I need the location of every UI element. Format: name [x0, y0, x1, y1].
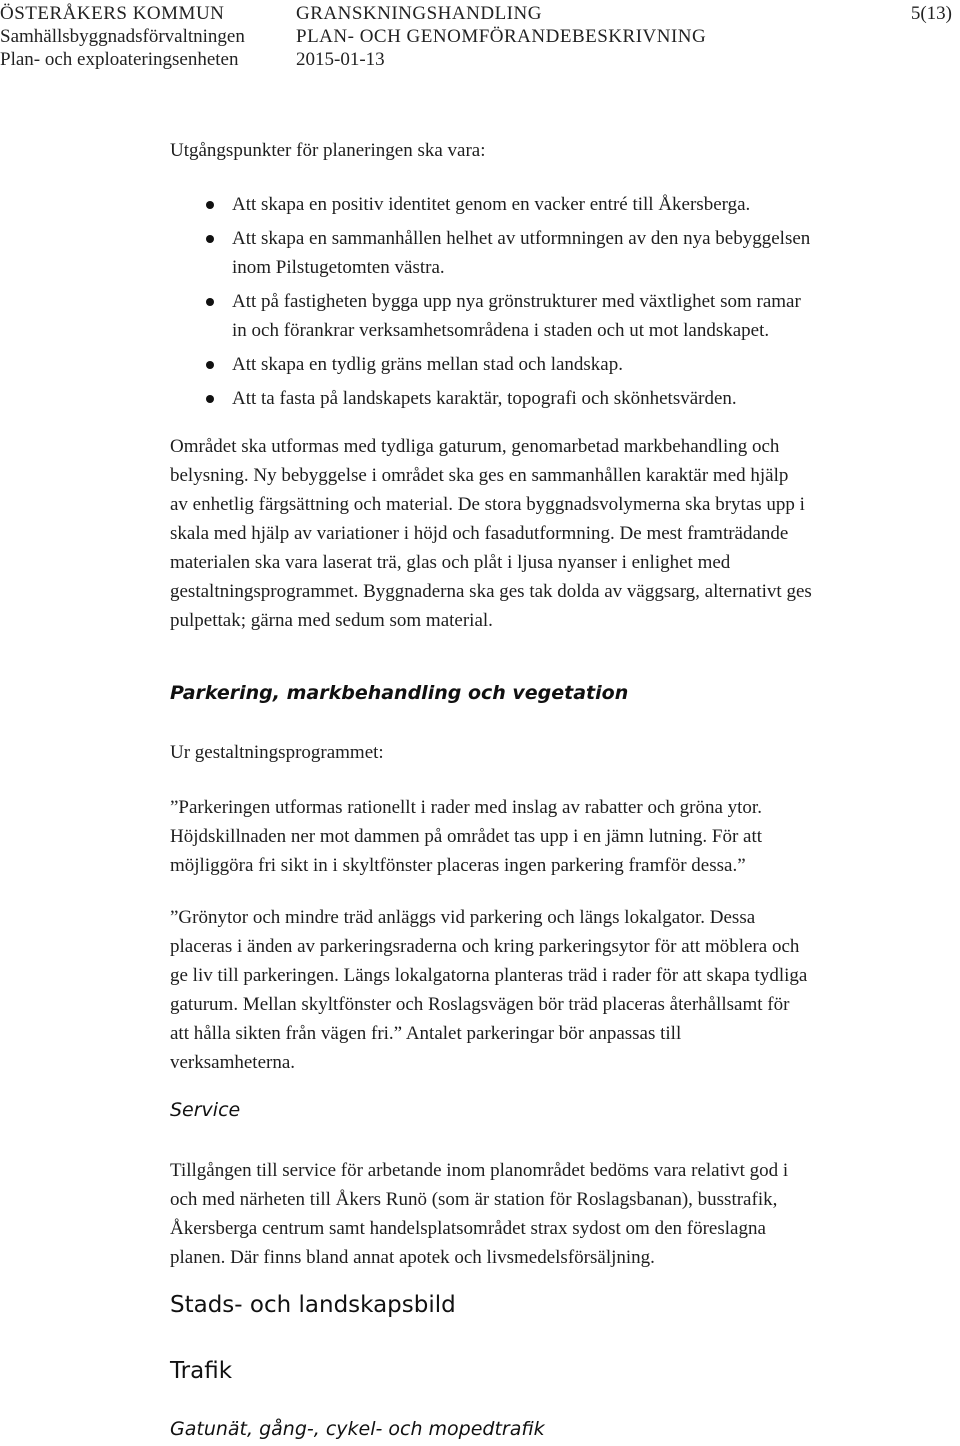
list-item-line: Att ta fasta på landskapets karaktär, topografi och skönhetsvärden.	[232, 388, 737, 409]
program-reference: Ur gestaltningsprogrammet:	[170, 742, 384, 763]
paragraph-line: skala med hjälp av variationer i höjd och fasadutformning. De mest framträdande	[170, 523, 789, 544]
section-heading-service: Service	[170, 1099, 241, 1121]
quote-greenery	[170, 903, 956, 1077]
list-item	[170, 384, 956, 413]
list-item	[170, 190, 956, 219]
bullet-icon	[206, 235, 214, 243]
bullet-icon	[206, 361, 214, 369]
paragraph-line: Tillgången till service för arbetande inom planområdet bedöms vara relativt god i	[170, 1160, 789, 1181]
list-item	[170, 287, 956, 345]
paragraph-line: materialen ska vara laserat trä, glas och plåt i ljusa nyanser i enlighet med	[170, 552, 731, 573]
section-heading-trafik: Trafik	[170, 1358, 233, 1384]
list-item	[170, 224, 956, 282]
header-document-type: PLAN- OCH GENOMFÖRANDEBESKRIVNING	[296, 26, 707, 47]
header-left	[0, 2, 245, 71]
quote-line: ”Grönytor och mindre träd anläggs vid parkering och längs lokalgator. Dessa	[170, 907, 756, 928]
section-heading-stads: Stads- och landskapsbild	[170, 1292, 456, 1318]
list-item	[170, 350, 956, 379]
paragraph-line: Området ska utformas med tydliga gaturum, genomarbetad markbehandling och	[170, 436, 780, 457]
bullet-icon	[206, 395, 214, 403]
page-header	[0, 2, 960, 72]
quote-line: verksamheterna.	[170, 1052, 296, 1073]
quote-line: Höjdskillnaden ner mot dammen på området tas upp i en jämn lutning. För att	[170, 826, 763, 847]
header-middle	[296, 2, 706, 71]
design-paragraph	[170, 432, 956, 635]
paragraph-line: Åkersberga centrum samt handelsplatsområdet strax sydost om den föreslagna	[170, 1218, 766, 1239]
section-heading-parkering: Parkering, markbehandling och vegetation	[170, 682, 629, 704]
paragraph-line: planen. Där finns bland annat apotek och livsmedelsförsäljning.	[170, 1247, 655, 1268]
page-number: 5(13)	[910, 3, 952, 24]
list-item-line: inom Pilstugetomten västra.	[232, 257, 445, 278]
header-date: 2015-01-13	[296, 49, 385, 70]
quote-line: ”Parkeringen utformas rationellt i rader med inslag av rabatter och gröna ytor.	[170, 797, 762, 818]
header-municipality: ÖSTERÅKERS KOMMUN	[0, 3, 225, 24]
quote-parking	[170, 793, 956, 880]
paragraph-line: av enhetlig färgsättning och material. De stora byggnadsvolymerna ska brytas upp i	[170, 494, 805, 515]
paragraph-line: gestaltningsprogrammet. Byggnaderna ska ges tak dolda av väggsarg, alternativt ges	[170, 581, 812, 602]
list-item-line: Att skapa en positiv identitet genom en vacker entré till Åkersberga.	[232, 194, 751, 215]
list-item-line: Att på fastigheten bygga upp nya grönstrukturer med växtlighet som ramar	[232, 291, 801, 312]
list-item-line: in och förankrar verksamhetsområdena i staden och ut mot landskapet.	[232, 320, 770, 341]
list-item-line: Att skapa en tydlig gräns mellan stad och landskap.	[232, 354, 623, 375]
paragraph-line: pulpettak; gärna med sedum som material.	[170, 610, 493, 631]
header-unit: Plan- och exploateringsenheten	[0, 49, 239, 70]
paragraph-line: och med närheten till Åkers Runö (som är station för Roslagsbanan), busstrafik,	[170, 1189, 778, 1210]
quote-line: ge liv till parkeringen. Längs lokalgatorna planteras träd i rader för att skapa tydliga	[170, 965, 808, 986]
quote-line: placeras i änden av parkeringsraderna och kring parkeringsytor för att möblera och	[170, 936, 800, 957]
header-right	[911, 2, 952, 25]
goals-list	[170, 190, 956, 418]
section-heading-gatunat: Gatunät, gång-, cykel- och mopedtrafik	[170, 1418, 545, 1440]
intro-text: Utgångspunkter för planeringen ska vara:	[170, 140, 486, 161]
list-item-line: Att skapa en sammanhållen helhet av utformningen av den nya bebyggelsen	[232, 228, 811, 249]
header-document-status: GRANSKNINGSHANDLING	[296, 3, 542, 24]
quote-line: att hålla sikten från vägen fri.” Antalet parkeringar bör anpassas till	[170, 1023, 682, 1044]
quote-line: möjliggöra fri sikt in i skyltfönster placeras ingen parkering framför dessa.”	[170, 855, 746, 876]
bullet-icon	[206, 201, 214, 209]
quote-line: gaturum. Mellan skyltfönster och Roslagsvägen bör träd placeras återhållsamt för	[170, 994, 790, 1015]
service-paragraph	[170, 1156, 956, 1272]
bullet-icon	[206, 298, 214, 306]
paragraph-line: belysning. Ny bebyggelse i området ska ges en sammanhållen karaktär med hjälp	[170, 465, 789, 486]
header-department: Samhällsbyggnadsförvaltningen	[0, 26, 245, 47]
